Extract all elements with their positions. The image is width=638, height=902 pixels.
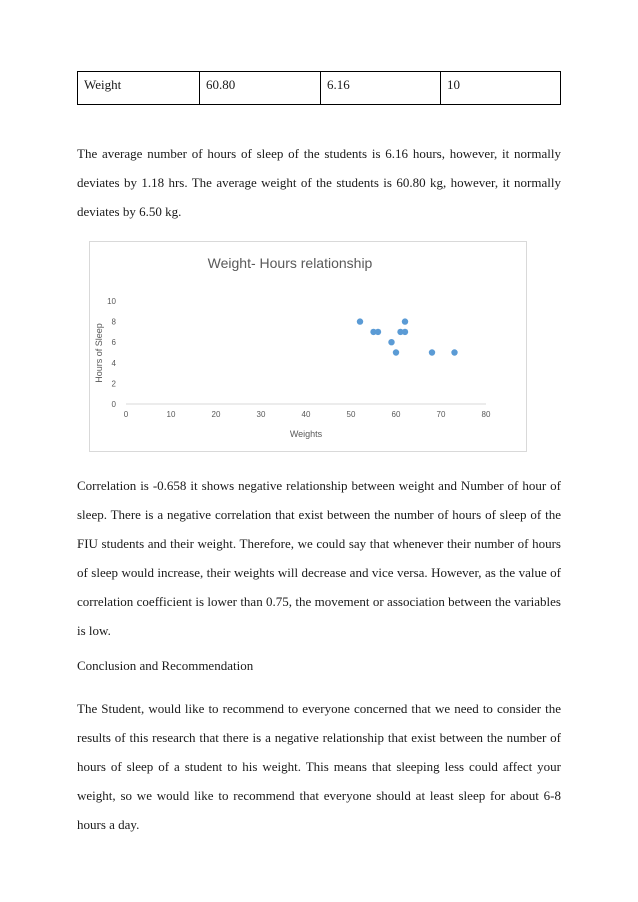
chart-y-tick-label: 6 [111,338,116,348]
chart-y-tick-label: 2 [111,379,116,389]
chart-data-point [429,349,435,355]
table-cell-hours: 6.16 [321,72,441,105]
chart-x-tick-label: 20 [211,410,221,419]
chart-y-tick-label: 10 [107,297,116,306]
chart-data-point [402,329,408,335]
chart-y-tick-label: 8 [111,317,116,327]
chart-x-tick-label: 30 [256,410,266,419]
paragraph-summary: The average number of hours of sleep of the students is 6.16 hours, however, it normally deviates by 1.18 hrs. The average weight of the students is 60.80 kg, however, it normally deviates by 6.50 kg. [77,146,561,219]
paragraph-recommendation: The Student, would like to recommend to everyone concerned that we need to consider the results of this research that there is a negative relationship that exist between the number of hours of sleep of a student to his weight. This means that sleeping less could affect your weight, so we would like to recommend that everyone should at least sleep for about 6-8 hours a day. [77,701,561,832]
chart-data-point [402,318,408,324]
table-cell-mean: 60.80 [200,72,321,105]
chart-points [357,318,458,355]
chart-x-tick-label: 70 [436,410,446,419]
table-row [78,72,561,105]
chart-data-point [375,329,381,335]
chart-data-point [451,349,457,355]
chart-x-tick-label: 50 [346,410,356,419]
chart-title: Weight- Hours relationship [207,255,373,271]
chart-y-tick-label: 4 [111,358,116,368]
scatter-chart-svg [90,242,526,451]
statistics-table [77,71,561,105]
chart-x-tick-label: 10 [166,410,176,419]
chart-x-axis-label: Weights [289,429,323,439]
chart-data-point [357,318,363,324]
chart-y-tick-label: 0 [111,400,116,409]
chart-x-tick-label: 80 [481,410,491,419]
scatter-chart [89,241,527,452]
chart-x-tick-label: 60 [391,410,401,419]
chart-x-tick-label: 40 [301,410,311,419]
chart-y-axis-label: Hours of Sleep [94,323,104,383]
table-cell-variable: Weight [78,72,200,105]
section-heading: Conclusion and Recommendation [77,658,254,673]
chart-ticks [107,297,491,419]
paragraph-correlation: Correlation is -0.658 it shows negative relationship between weight and Number of hour of sleep. There is a negative correlation that exist between the number of hours of sleep of the FIU students and their weight. Therefore, we could say that whenever their number of hours of sleep would increase, their weights will decrease and vice versa. However, as the value of correlation coefficient is lower than 0.75, the movement or association between the variables is low. [77,478,561,638]
chart-data-point [388,339,394,345]
chart-x-tick-label: 0 [123,410,129,419]
table-cell-count: 10 [441,72,561,105]
chart-data-point [393,349,399,355]
